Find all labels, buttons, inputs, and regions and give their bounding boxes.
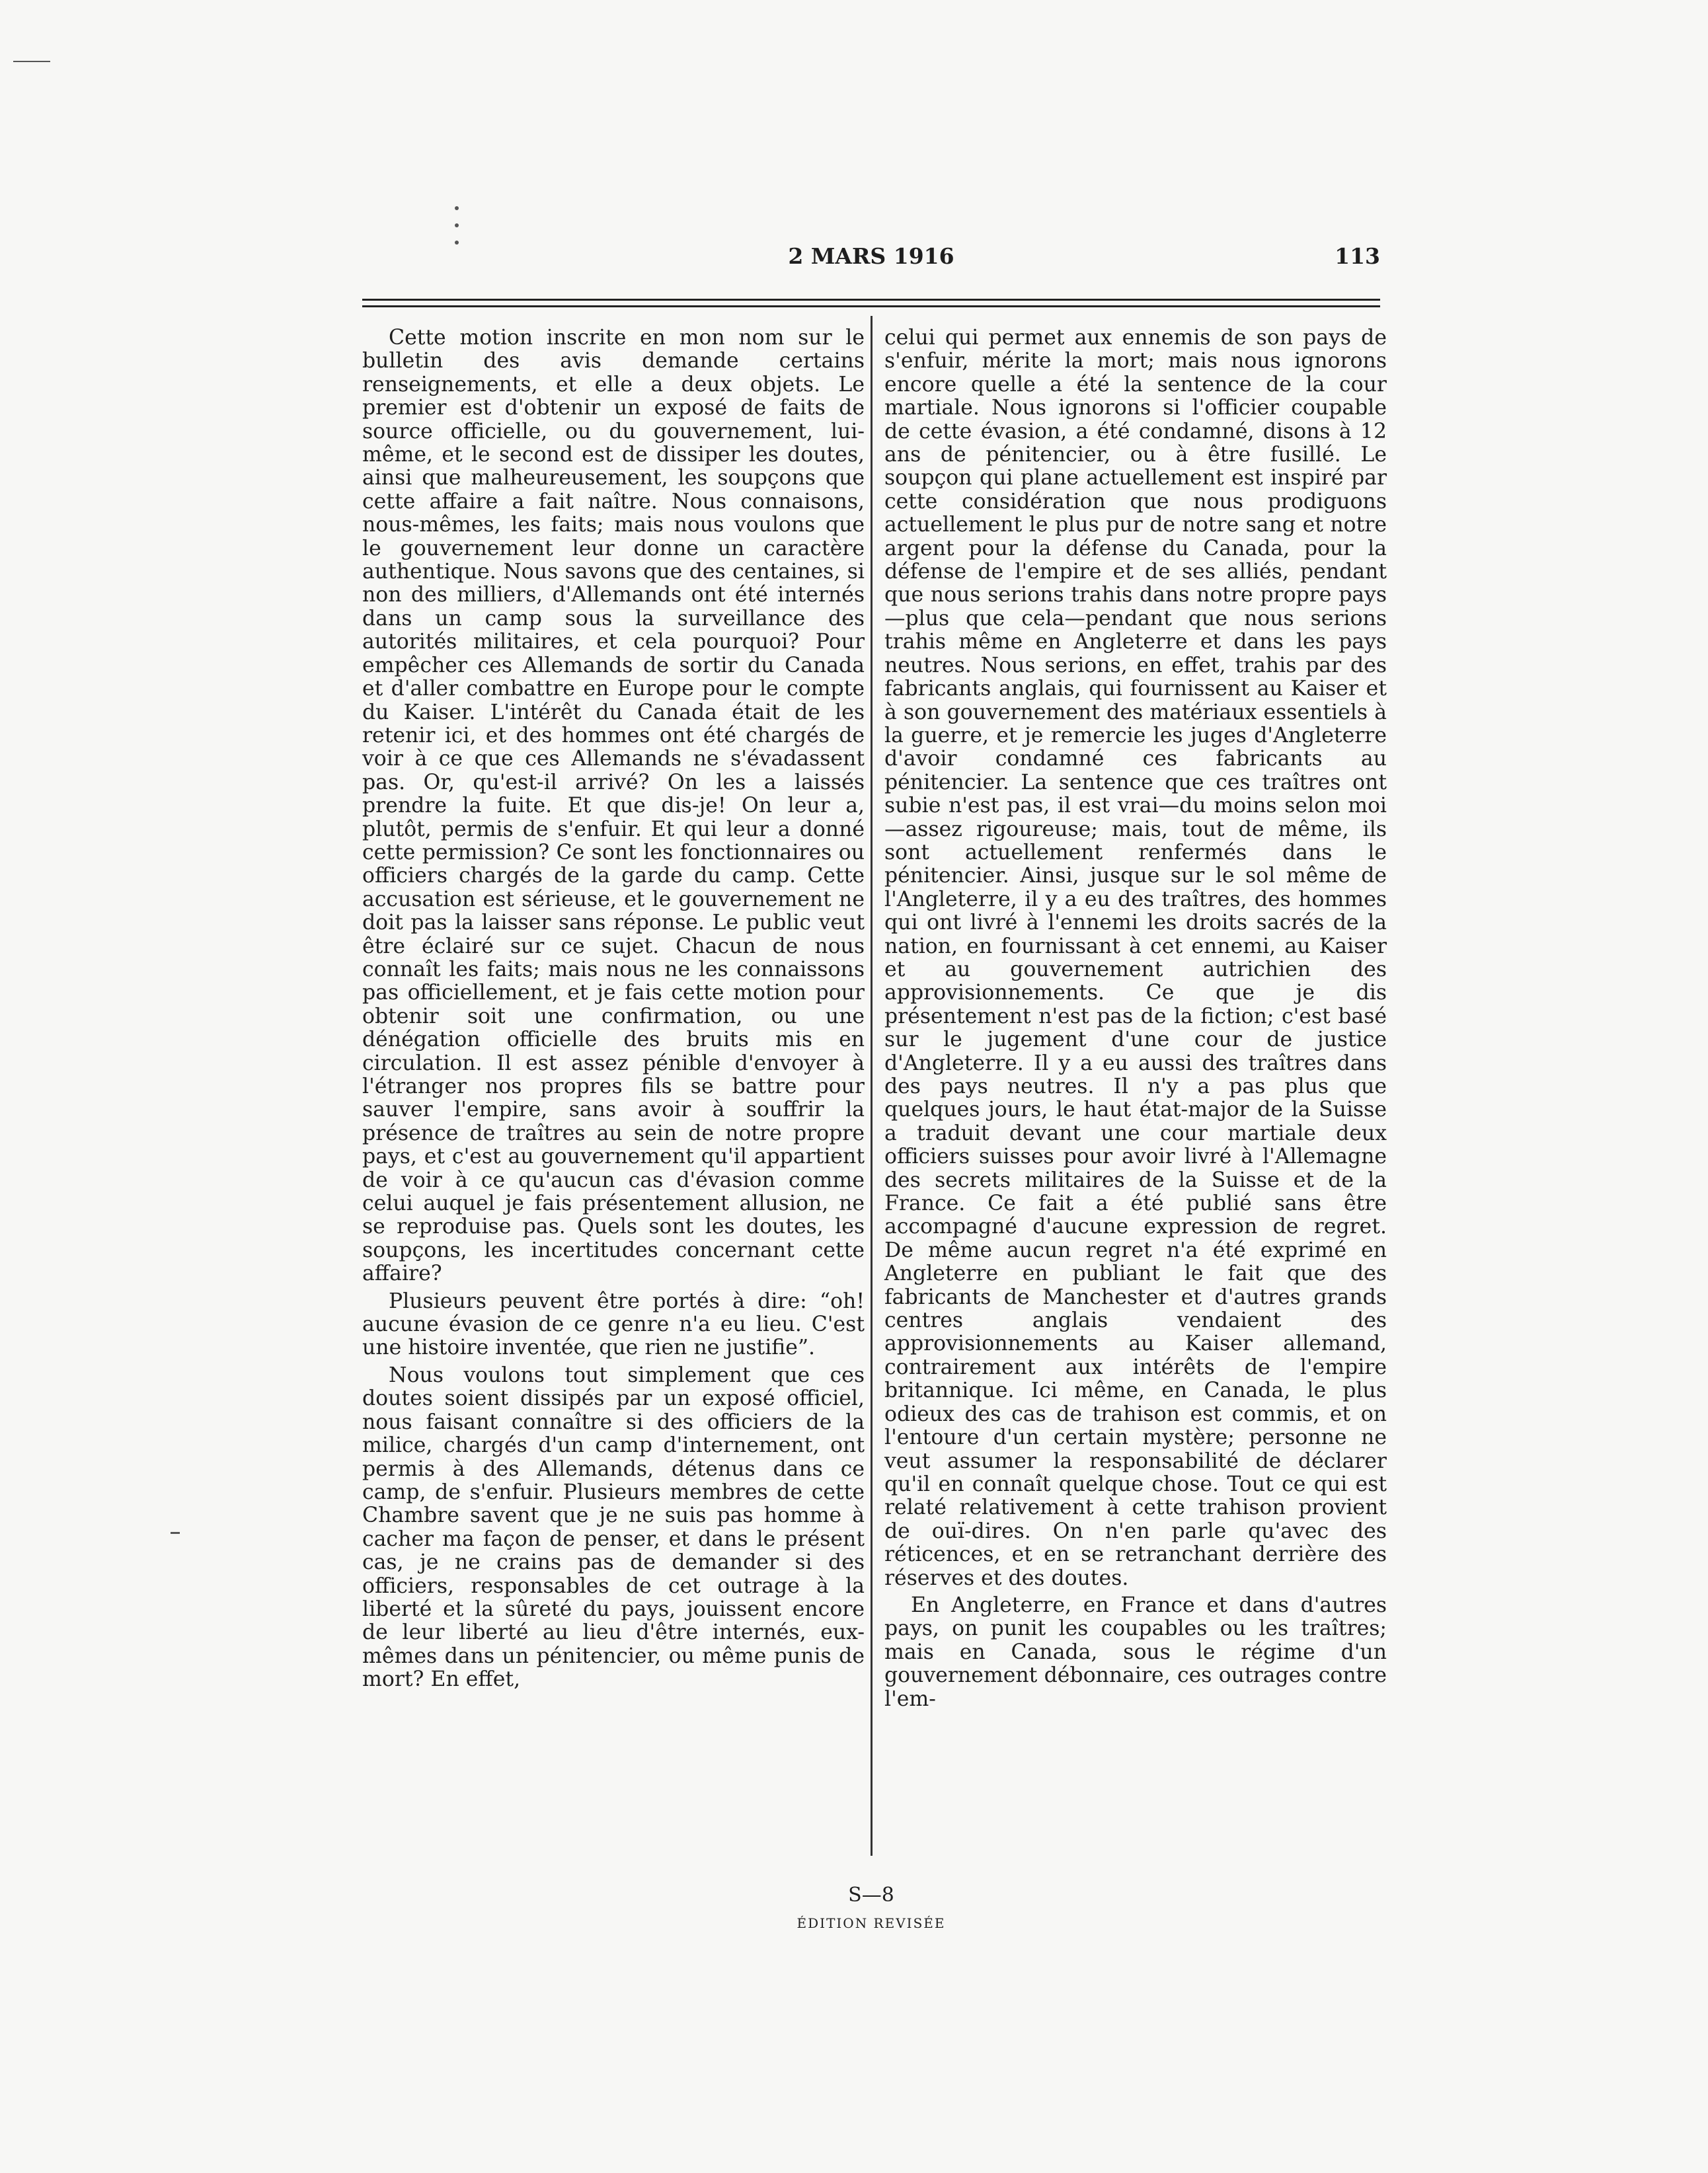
margin-mark-dot	[455, 206, 459, 210]
paragraph: En Angleterre, en France et dans d'autres pays, on punit les coupables ou les traîtres; mais en Canada, sous le régime d'un gouvernement débonnaire, ces outrages contre l'em-	[884, 1593, 1387, 1711]
paragraph: celui qui permet aux ennemis de son pays de s'enfuir, mérite la mort; mais nous ignorons encore quelle a été la sentence de la cour martiale. Nous ignorons si l'officier coupable de cette évasion, a été condamné, disons à 12 ans de pénitencier, ou à être fusillé. Le soupçon qui plane actuellement est inspiré par cette considération que nous prodiguons actuellement le plus pur de notre sang et notre argent pour la défense du Canada, pour la défense de l'empire et de ses alliés, pendant que nous serions trahis dans notre propre pays—plus que cela—pendant que nous serions trahis même en Angleterre et dans les pays neutres. Nous serions, en effet, trahis par des fabricants anglais, qui fournissent au Kaiser et à son gouvernement des matériaux essentiels à la guerre, et je remercie les juges d'Angleterre d'avoir condamné ces fabricants au pénitencier. La sentence que ces traîtres ont subie n'est pas, il est vrai—du moins selon moi—assez rigoureuse; mais, tout de même, ils sont actuellement renfermés dans le pénitencier. Ainsi, jusque sur le sol même de l'Angleterre, il y a eu des traîtres, des hommes qui ont livré à l'ennemi les droits sacrés de la nation, en fournissant à cet ennemi, au Kaiser et au gouvernement autrichien des approvisionnements. Ce que je dis présentement n'est pas de la fiction; c'est basé sur le jugement d'une cour de justice d'Angleterre. Il y a eu aussi des traîtres dans des pays neutres. Il n'y a pas plus que quelques jours, le haut état-major de la Suisse a traduit devant une cour martiale deux officiers suisses pour avoir livré à l'Allemagne des secrets militaires de la Suisse et de la France. Ce fait a été publié sans être accompagné d'aucune expression de regret. De même aucun regret n'a été exprimé en Angleterre en publiant le fait que des fabricants de Manchester et d'autres grands centres anglais vendaient des approvisionnements au Kaiser allemand, contrairement aux intérêts de l'empire britannique. Ici même, en Canada, le plus odieux des cas de trahison est commis, et on l'entoure d'un certain mystère; personne ne veut assumer la responsabilité de déclarer qu'il en connaît quelque chose. Tout ce qui est relaté relativement à cette trahison provient de ouï-dires. On n'en parle qu'avec des réticences, et en se retranchant derrière des réserves et des doutes.	[884, 326, 1387, 1590]
header-rule-bottom	[362, 305, 1380, 307]
margin-mark-dot	[455, 223, 459, 227]
margin-mark-top-left	[13, 61, 50, 62]
column-divider	[871, 316, 873, 1856]
paragraph: Cette motion inscrite en mon nom sur le bulletin des avis demande certains renseignements, et elle a deux objets. Le premier est d'obtenir un exposé de faits de source officielle, ou du gouvernement, lui-même, et le second est de dissiper les doutes, ainsi que malheureusement, les soupçons que cette affaire a fait naître. Nous connaisons, nous-mêmes, les faits; mais nous voulons que le gouvernement leur donne un caractère authentique. Nous savons que des centaines, si non des milliers, d'Allemands ont été internés dans un camp sous la surveillance des autorités militaires, et cela pourquoi? Pour empêcher ces Allemands de sortir du Canada et d'aller combattre en Europe pour le compte du Kaiser. L'intérêt du Canada était de les retenir ici, et des hommes ont été chargés de voir à ce que ces Allemands ne s'évadassent pas. Or, qu'est-il arrivé? On les a laissés prendre la fuite. Et que dis-je! On leur a, plutôt, permis de s'enfuir. Et qui leur a donné cette permission? Ce sont les fonctionnaires ou officiers chargés de la garde du camp. Cette accusation est sérieuse, et le gouvernement ne doit pas la laisser sans réponse. Le public veut être éclairé sur ce sujet. Chacun de nous connaît les faits; mais nous ne les connaissons pas officiellement, et je fais cette motion pour obtenir soit une confirmation, ou une dénégation officielle des bruits mis en circulation. Il est assez pénible d'envoyer à l'étranger nos propres fils se battre pour sauver l'empire, sans avoir à souffrir la présence de traîtres au sein de notre propre pays, et c'est au gouvernement qu'il appartient de voir à ce qu'aucun cas d'évasion comme celui auquel je fais présentement allusion, ne se reproduise pas. Quels sont les doutes, les soupçons, les incertitudes concernant cette affaire?	[362, 326, 865, 1286]
page-number: 113	[1335, 243, 1380, 269]
right-column	[884, 326, 1387, 1711]
edition-label: ÉDITION REVISÉE	[796, 1915, 946, 1931]
signature-mark: S—8	[848, 1884, 894, 1907]
margin-mark-left	[171, 1532, 180, 1534]
header-rule-top	[362, 299, 1380, 301]
page-header	[362, 238, 1380, 278]
paragraph: Plusieurs peuvent être portés à dire: “oh! aucune évasion de ce genre n'a eu lieu. C'est une histoire inventée, que rien ne justifie”.	[362, 1289, 865, 1360]
header-date: 2 MARS 1916	[788, 243, 954, 269]
left-column	[362, 326, 865, 1692]
paragraph: Nous voulons tout simplement que ces doutes soient dissipés par un exposé officiel, nous faisant connaître si des officiers de la milice, chargés d'un camp d'internement, ont permis à des Allemands, détenus dans ce camp, de s'enfuir. Plusieurs membres de cette Chambre savent que je ne suis pas homme à cacher ma façon de penser, et dans le présent cas, je ne crains pas de demander si des officiers, responsables de cet outrage à la liberté et la sûreté du pays, jouissent encore de leur liberté au lieu d'être internés, eux-mêmes dans un pénitencier, ou même punis de mort? En effet,	[362, 1363, 865, 1692]
